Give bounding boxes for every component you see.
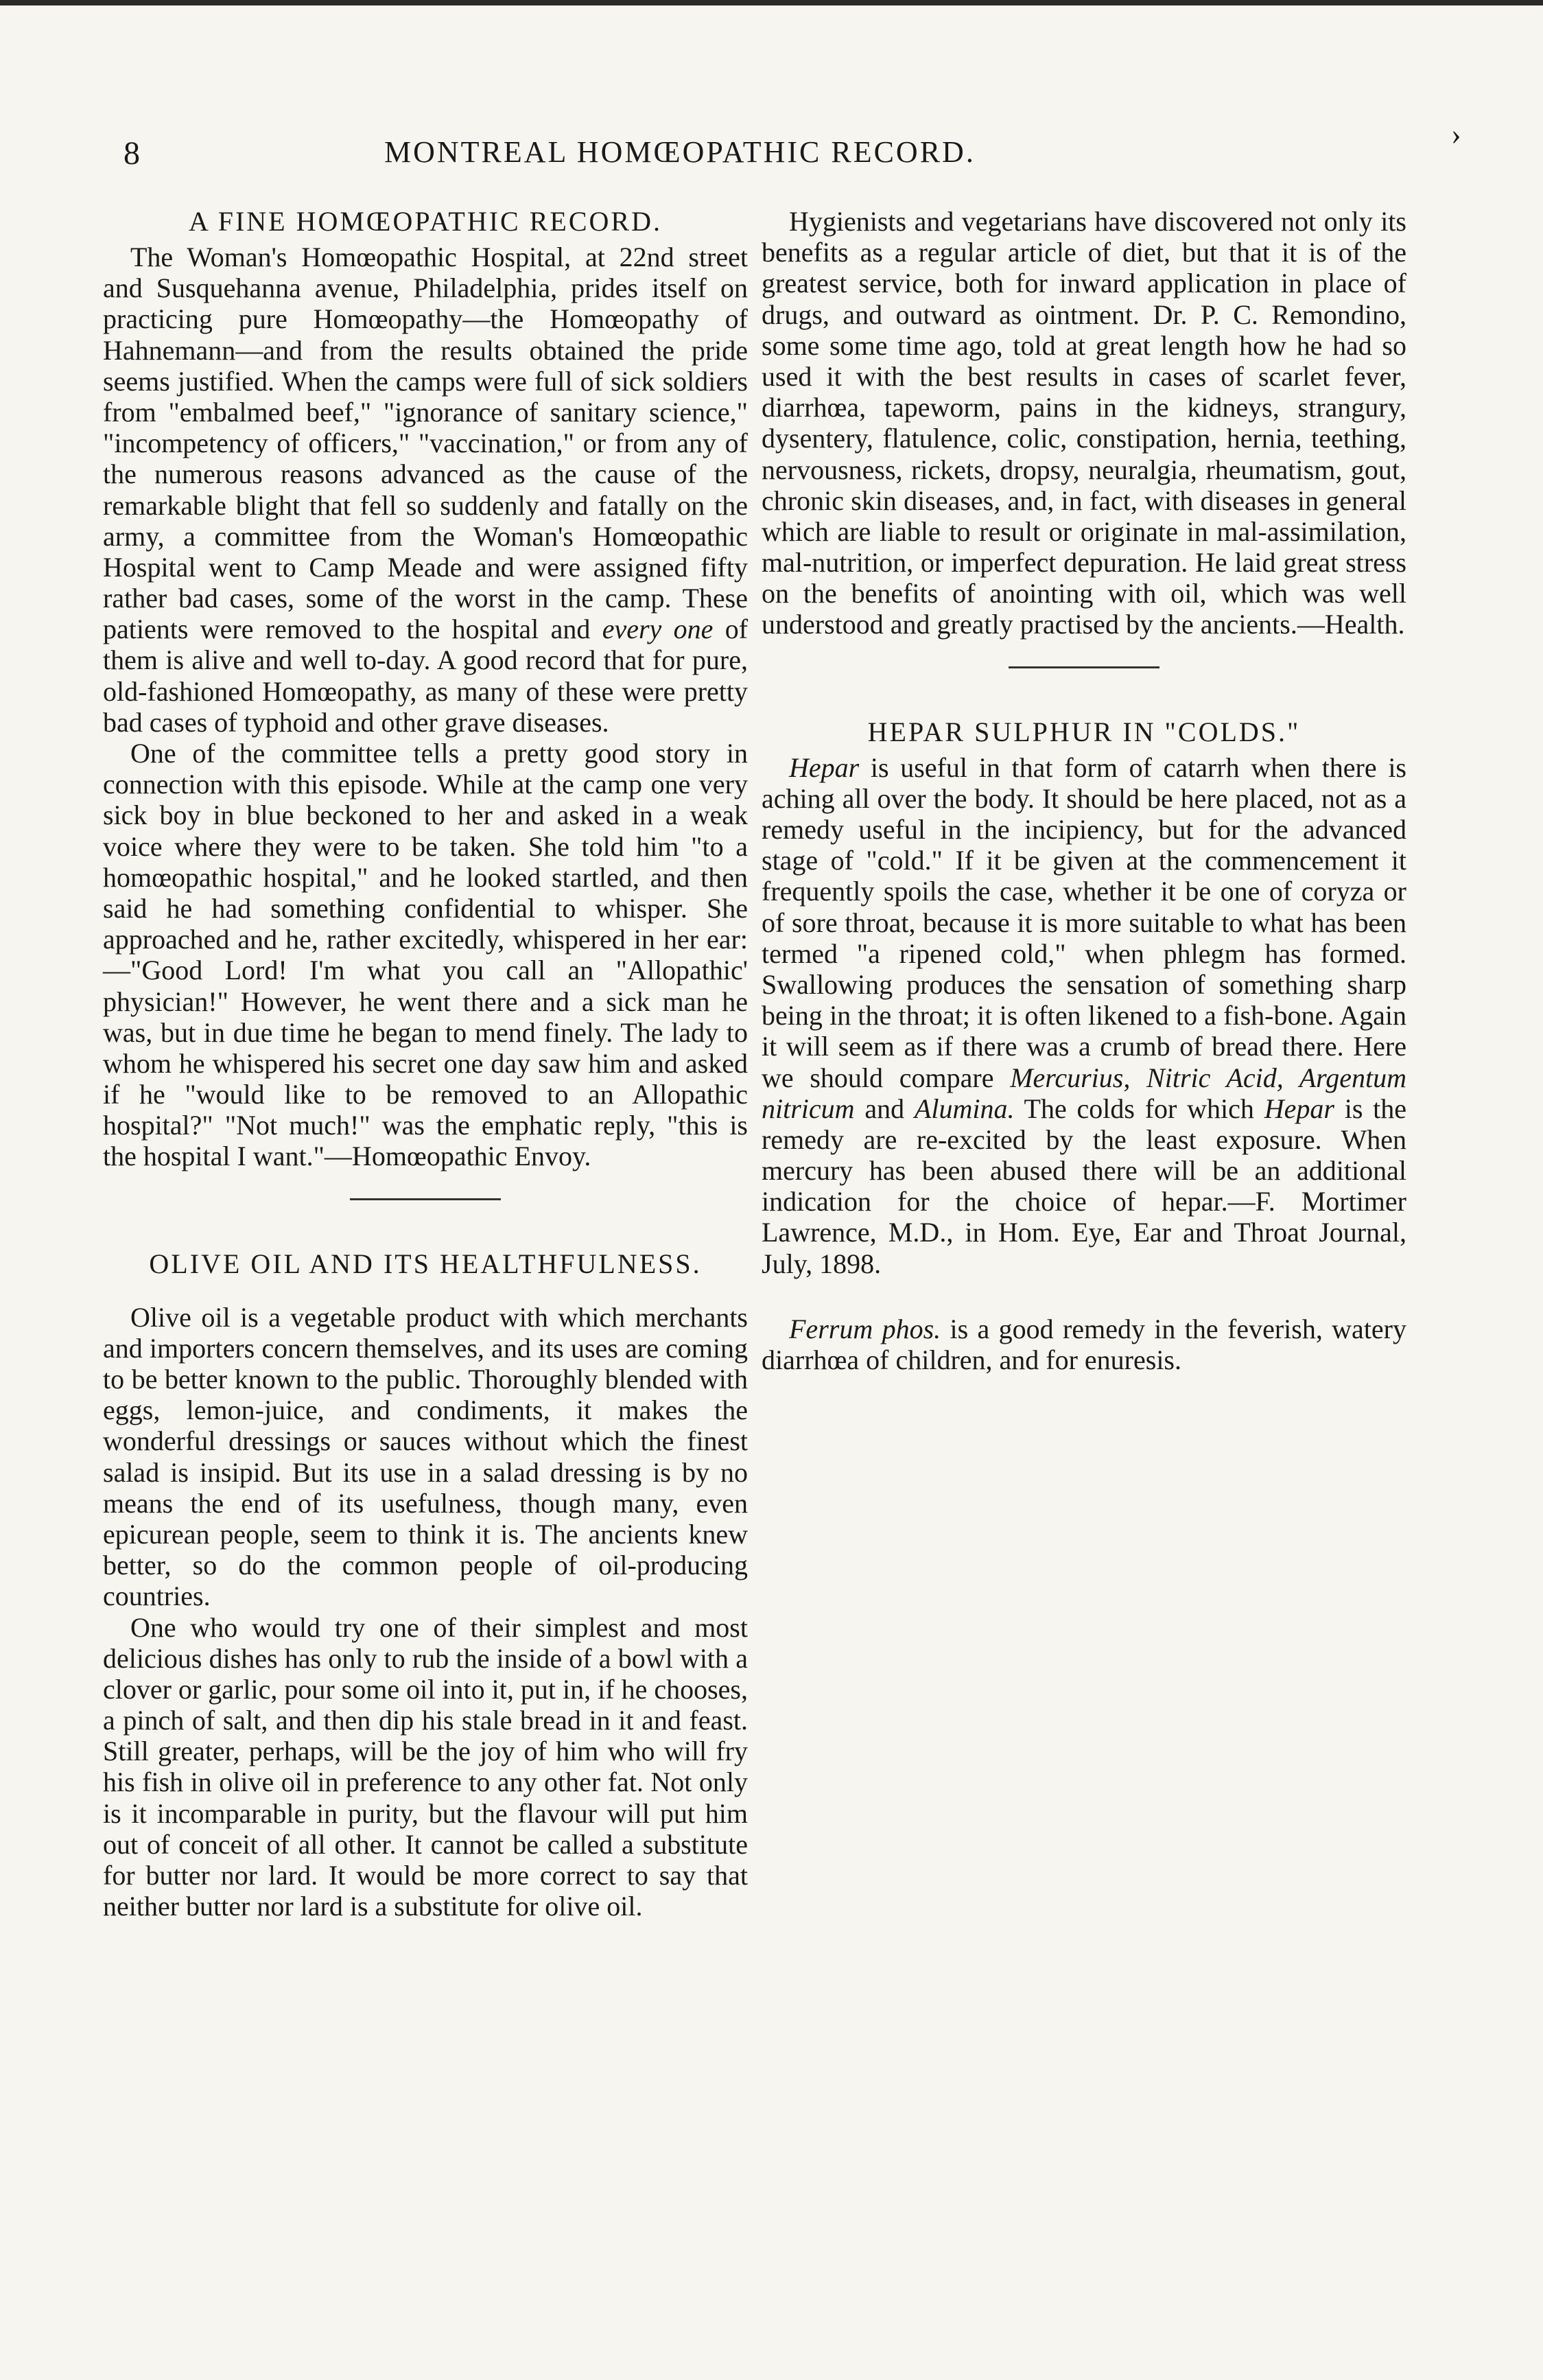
left-column	[103, 206, 748, 1922]
margin-mark: ›	[1451, 117, 1461, 151]
article-title-olive-oil: OLIVE OIL AND ITS HEALTHFULNESS.	[149, 1248, 702, 1279]
article-paragraph: Hygienists and vegetarians have discovered not only its benefits as a regular article of diet, but that it is of the greatest service, both for inward application in place of drugs, and outward as ointment. Dr. P. C. Remondino, some some time ago, told at great length how he had so used it with the best results in cases of scarlet fever, diarrhœa, tapeworm, pains in the kidneys, strangury, dysentery, flatulence, colic, constipation, hernia, teething, nervousness, rickets, dropsy, neuralgia, rheumatism, gout, chronic skin diseases, and, in fact, with diseases in general which are liable to result or originate in mal-assimilation, mal-nutrition, or imperfect depuration. He laid great stress on the benefits of anointing with oil, which was well understood and greatly practised by the ancients.—Health.	[762, 206, 1406, 640]
page-number: 8	[123, 135, 140, 172]
top-rule	[0, 0, 1543, 5]
section-divider	[1009, 666, 1159, 668]
article-title-fine-record: A FINE HOMŒOPATHIC RECORD.	[189, 206, 662, 237]
page-header	[123, 135, 1166, 176]
right-column	[762, 206, 1406, 1375]
article-paragraph: One of the committee tells a pretty good story in connection with this episode. While at the camp one very sick boy in blue beckoned to her and asked in a weak voice where they were to be taken. She told him "to a homœopathic hospital," and he looked startled, and then said he had something confidential to whisper. She approached and he, rather excitedly, whispered in her ear:—"Good Lord! I'm what you call an "Allopathic' physician!" However, he went there and a sick man he was, but in due time he began to mend finely. The lady to whom he whispered his secret one day saw him and asked if he "would like to be removed to an Allopathic hospital?" "Not much!" was the emphatic reply, "this is the hospital I want."—Homœopathic Envoy.	[103, 738, 748, 1172]
article-paragraph: Olive oil is a vegetable product with which merchants and importers concern themselves, and its uses are coming to be better known to the public. Thoroughly blended with eggs, lemon-juice, and condiments, it makes the wonderful dressings or sauces without which the finest salad is insipid. But its use in a salad dressing is by no means the end of its usefulness, though many, even epicurean people, seem to think it is. The ancients knew better, so do the common people of oil-producing countries.	[103, 1301, 748, 1612]
article-paragraph: One who would try one of their simplest and most delicious dishes has only to rub the inside of a bowl with a clover or garlic, pour some oil into it, put in, if he chooses, a pinch of salt, and then dip his stale bread in it and feast. Still greater, perhaps, will be the joy of him who will fry his fish in olive oil in preference to any other fat. Not only is it incomparable in purity, but the flavour will put him out of conceit of all other. It cannot be called a substitute for butter nor lard. It would be more correct to say that neither butter nor lard is a substitute for olive oil.	[103, 1611, 748, 1922]
article-paragraph: Hepar is useful in that form of catarrh when there is aching all over the body. It should be here placed, not as a remedy useful in the incipiency, but for the advanced stage of "cold." If it be given at the commencement it frequently spoils the case, whether it be one of coryza or of sore throat, because it is more suitable to what has been termed "a ripened cold," when phlegm has formed. Swallowing produces the sensation of something sharp being in the throat; it is often likened to a fish-bone. Again it will seem as if there was a crumb of bread there. Here we should compare Mercurius, Nitric Acid, Argentum nitricum and Alumina. The colds for which Hepar is the remedy are re-excited by the least exposure. When mercury has been abused there will be an additional indication for the choice of hepar.—F. Mortimer Lawrence, M.D., in Hom. Eye, Ear and Throat Journal, July, 1898.	[762, 751, 1407, 1279]
running-title: MONTREAL HOMŒOPATHIC RECORD.	[384, 135, 976, 169]
section-divider	[350, 1198, 501, 1200]
article-title-hepar: HEPAR SULPHUR IN "COLDS."	[867, 716, 1301, 747]
article-paragraph: The Woman's Homœopathic Hospital, at 22nd street and Susquehanna avenue, Philadelphia, prides itself on practicing pure Homœopathy—the Homœopathy of Hahnemann—and from the results obtained the pride seems justified. When the camps were full of sick soldiers from "embalmed beef," "ignorance of sanitary science," "incompetency of officers," "vaccination," or from any of the numerous reasons advanced as the cause of the remarkable blight that fell so suddenly and fatally on the army, a committee from the Woman's Homœopathic Hospital went to Camp Meade and were assigned fifty rather bad cases, some of the worst in the camp. These patients were removed to the hospital and every one of them is alive and well to-day. A good record that for pure, old-fashioned Homœopathy, as many of these were pretty bad cases of typhoid and other grave diseases.	[103, 242, 749, 738]
article-paragraph: Ferrum phos. is a good remedy in the feverish, watery diarrhœa of children, and for enuresis.	[762, 1313, 1407, 1375]
